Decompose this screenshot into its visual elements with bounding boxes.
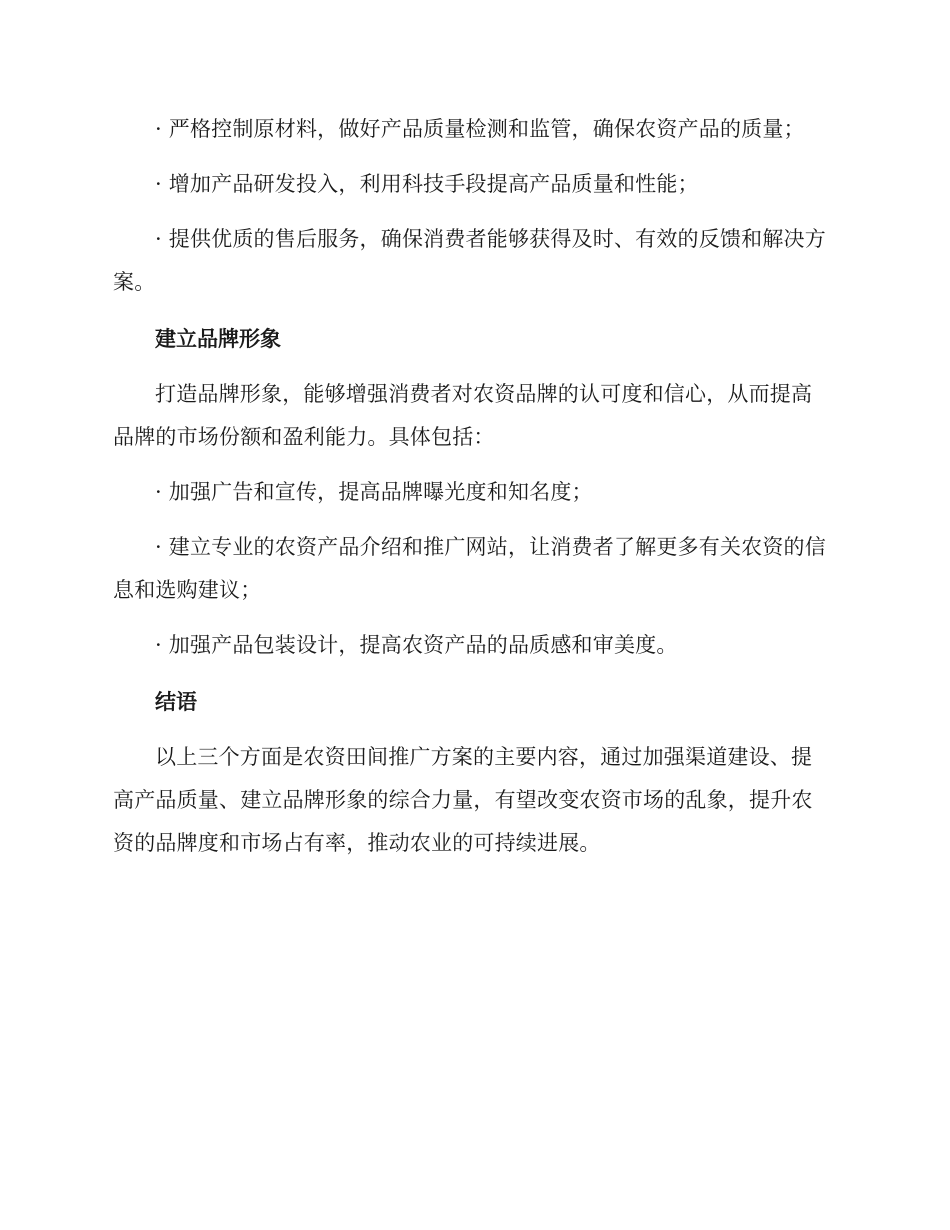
document-page (113, 108, 833, 865)
bullet-advertising: · 加强广告和宣传，提高品牌曝光度和知名度； (155, 480, 593, 504)
bullet-rnd-investment: · 增加产品研发投入，利用科技手段提高产品质量和性能； (155, 172, 699, 196)
bullet-packaging: · 加强产品包装设计，提高农资产品的品质感和审美度。 (155, 633, 678, 657)
section-heading-brand: 建立品牌形象 (155, 327, 281, 351)
bullet-quality-control: · 严格控制原材料，做好产品质量检测和监管，确保农资产品的质量； (155, 117, 805, 141)
bullet-website: · 建立专业的农资产品介绍和推广网站，让消费者了解更多有关农资的信息和选购建议； (113, 535, 826, 602)
section-heading-conclusion: 结语 (155, 690, 197, 714)
bullet-after-sales: · 提供优质的售后服务，确保消费者能够获得及时、有效的反馈和解决方案。 (113, 227, 826, 294)
paragraph-conclusion: 以上三个方面是农资田间推广方案的主要内容，通过加强渠道建设、提高产品质量、建立品牌形象的综合力量，有望改变农资市场的乱象，提升农资的品牌度和市场占有率，推动农业的可持续进展。 (113, 745, 813, 855)
paragraph-brand-intro: 打造品牌形象，能够增强消费者对农资品牌的认可度和信心，从而提高品牌的市场份额和盈利能力。具体包括： (113, 382, 813, 449)
